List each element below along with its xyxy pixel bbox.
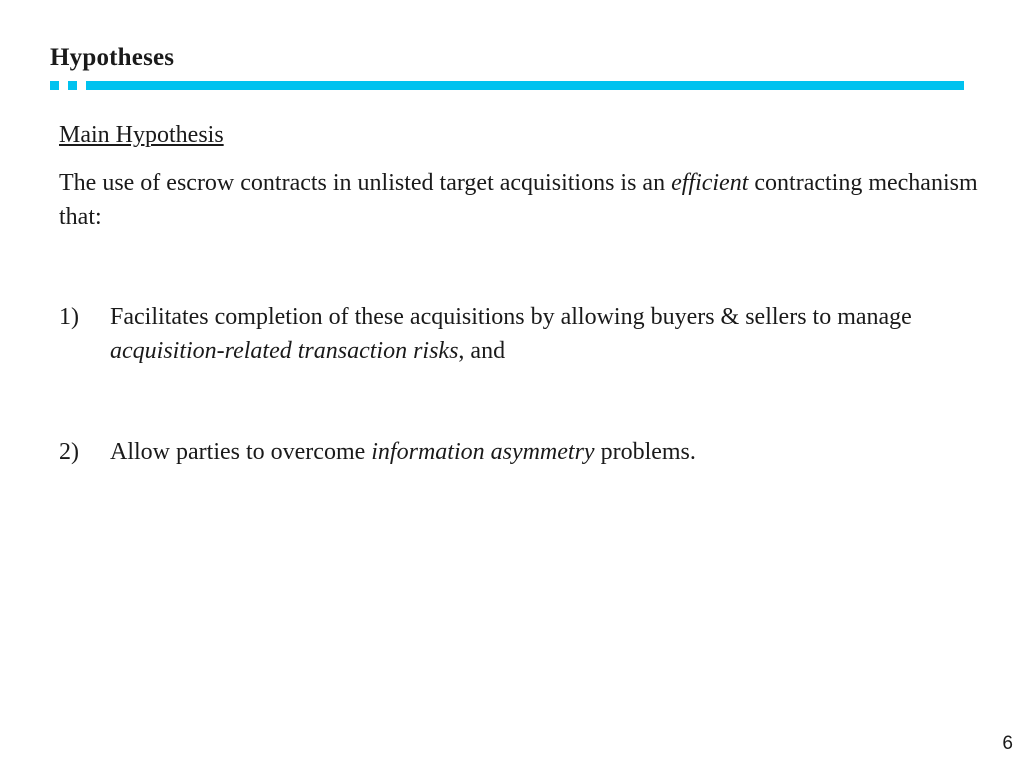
intro-text-after: contracting mechanism that: (59, 170, 978, 230)
list-item (59, 435, 979, 469)
list-item-number: 2) (59, 439, 79, 465)
list-item (59, 300, 979, 368)
intro-emphasis: efficient (671, 170, 749, 196)
intro-paragraph (59, 166, 979, 234)
intro-text-before: The use of escrow contracts in unlisted target acquisitions is an (59, 170, 672, 196)
page-number: 6 (1002, 733, 1013, 754)
list-item-text-after: problems. (594, 439, 696, 465)
list-item-number: 1) (59, 304, 79, 330)
list-item-emphasis: acquisition-related transaction risks (110, 338, 459, 364)
slide-title: Hypotheses (50, 44, 175, 71)
main-hypothesis-heading: Main Hypothesis (59, 122, 224, 148)
list-item-text-before: Allow parties to overcome (110, 439, 372, 465)
slide-body (59, 118, 979, 469)
title-rule-square-1 (50, 81, 59, 90)
hypothesis-list (59, 300, 979, 469)
title-rule-bar (86, 81, 964, 90)
list-item-text-before: Facilitates completion of these acquisitions by allowing buyers & sellers to manage (110, 304, 912, 330)
list-item-text-after: , and (458, 338, 506, 364)
list-item-emphasis: information asymmetry (371, 439, 595, 465)
title-rule-square-2 (68, 81, 77, 90)
